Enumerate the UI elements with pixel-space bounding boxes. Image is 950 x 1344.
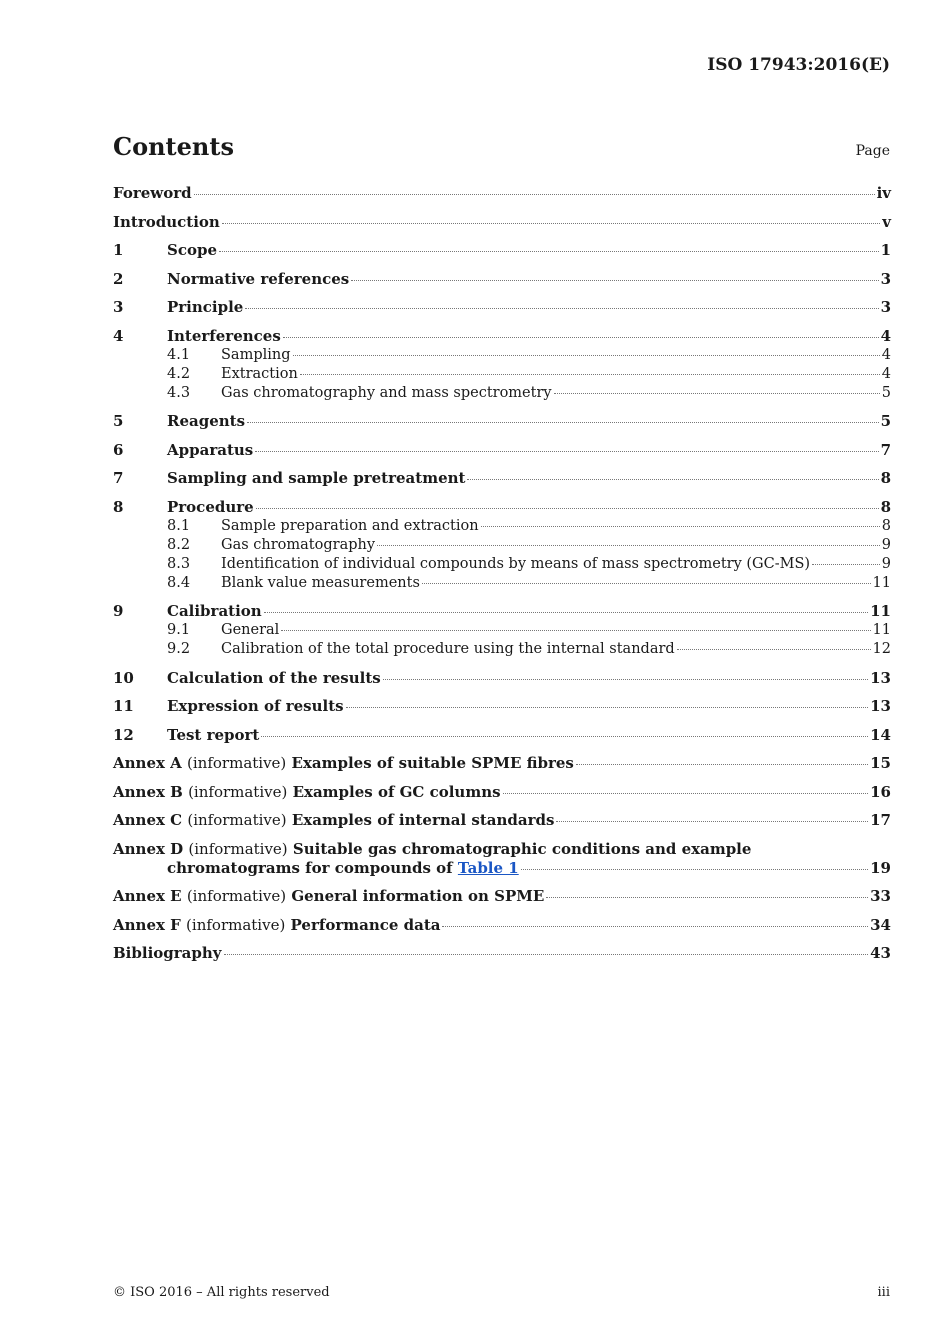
toc-entry-title: Gas chromatography and mass spectrometry [221, 384, 552, 401]
toc-entry-number: 7 [113, 469, 124, 487]
toc-entry-page: 8 [880, 497, 891, 516]
toc-entry-bibliography[interactable] [113, 944, 891, 963]
toc-entry-annex-a[interactable] [113, 754, 891, 773]
toc-entry-annex-d[interactable] [113, 840, 891, 878]
toc-entry-interferences[interactable] [113, 327, 891, 346]
annex-note: (informative) [187, 811, 287, 829]
toc-entry-title: Sampling [221, 346, 291, 363]
toc-entry-page: 9 [881, 536, 891, 553]
toc-entry-number: 11 [113, 697, 134, 715]
annex-note: (informative) [187, 754, 287, 772]
annex-title-line1: Suitable gas chromatographic conditions and example [292, 839, 752, 858]
toc-entry-page: 11 [872, 574, 891, 591]
toc-entry-number: 6 [113, 440, 124, 459]
toc-entry-sampling-pretreatment[interactable] [113, 469, 891, 488]
dot-leader [383, 679, 868, 680]
toc-entry-title: Bibliography [113, 944, 222, 962]
toc-entry-page: 33 [870, 887, 891, 905]
dot-leader [222, 223, 880, 224]
toc-entry-title: Gas chromatography [221, 536, 376, 553]
toc-entry-page: 5 [880, 412, 891, 430]
toc-entry-number: 8.2 [167, 536, 191, 553]
toc-entry-title: Extraction [221, 365, 298, 382]
toc-entry-page: 8 [881, 517, 891, 534]
toc-entry-page: v [882, 212, 891, 231]
toc-entry-title: Principle [167, 298, 244, 316]
toc-entry-title: Sample preparation and extraction [221, 517, 479, 534]
page-number: iii [877, 1285, 890, 1300]
toc-subentry-sample-preparation[interactable] [113, 517, 891, 536]
toc-subentry-gas-chromatography[interactable] [113, 536, 891, 555]
dot-leader [442, 926, 868, 927]
annex-label: Annex E [113, 887, 182, 905]
toc-entry-title: Normative references [167, 269, 350, 288]
toc-entry-page: 13 [870, 668, 891, 687]
toc-subentry-total-procedure[interactable] [113, 640, 891, 659]
toc-entry-title: Sampling and sample pretreatment [167, 469, 466, 487]
dot-leader [247, 422, 879, 423]
toc-entry-page: 12 [872, 641, 891, 657]
toc-entry-page: 43 [870, 944, 891, 962]
annex-title: Examples of suitable SPME fibres [291, 754, 574, 772]
toc-entry-apparatus[interactable] [113, 441, 891, 460]
toc-entry-page: 19 [870, 858, 891, 877]
dot-leader [264, 612, 868, 613]
toc-entry-page: 34 [870, 915, 891, 934]
toc-entry-page: 3 [880, 298, 891, 316]
toc-entry-page: 14 [870, 725, 891, 744]
toc-entry-title: General [221, 622, 280, 638]
annex-note: (informative) [186, 887, 287, 905]
dot-leader [281, 630, 870, 631]
toc-subentry-general[interactable] [113, 621, 891, 640]
dot-leader [503, 793, 869, 794]
annex-label: Annex D [113, 839, 184, 858]
toc-entry-number: 9.1 [167, 622, 191, 638]
toc-entry-annex-b[interactable] [113, 783, 891, 802]
dot-leader [255, 451, 878, 452]
annex-note: (informative) [188, 782, 288, 801]
annex-title: Performance data [290, 915, 441, 934]
dot-leader [377, 545, 880, 546]
toc-entry-title: Introduction [113, 212, 220, 231]
toc-entry-title: Calibration of the total procedure using the internal standard [221, 641, 675, 657]
toc-entry-number: 9 [113, 602, 124, 620]
toc-entry-title: Calculation of the results [167, 668, 381, 687]
dot-leader [422, 583, 871, 584]
dot-leader [556, 821, 868, 822]
toc-entry-number: 4.3 [167, 384, 191, 401]
toc-subentry-extraction[interactable] [113, 365, 891, 384]
toc-entry-title: Foreword [113, 184, 192, 202]
toc-subentry-identification[interactable] [113, 555, 891, 574]
toc-entry-number: 12 [113, 725, 134, 744]
toc-entry-page: 3 [880, 269, 891, 288]
toc-subentry-sampling[interactable] [113, 346, 891, 365]
toc-entry-annex-f[interactable] [113, 916, 891, 935]
toc-entry-page: 11 [870, 602, 891, 620]
toc-entry-title: Calibration [167, 602, 262, 620]
dot-leader [521, 869, 868, 870]
annex-note: (informative) [186, 915, 286, 934]
toc-entry-number: 4 [113, 326, 124, 345]
toc-entry-annex-c[interactable] [113, 811, 891, 830]
toc-entry-number: 1 [113, 241, 124, 259]
toc-entry-number: 4.1 [167, 346, 191, 363]
toc-entry-number: 5 [113, 412, 124, 430]
page-column-label: Page [855, 143, 890, 159]
toc-entry-page: 1 [880, 241, 891, 259]
toc-entry-page: 16 [870, 782, 891, 801]
toc-entry-number: 3 [113, 298, 124, 316]
toc-entry-calibration[interactable] [113, 602, 891, 621]
dot-leader [546, 897, 868, 898]
toc-entry-page: 4 [881, 346, 891, 363]
dot-leader [576, 764, 868, 765]
toc-entry-annex-e[interactable] [113, 887, 891, 906]
toc-entry-principle[interactable] [113, 298, 891, 317]
annex-label: Annex F [113, 915, 181, 934]
toc-entry-number: 10 [113, 668, 134, 687]
document-code: ISO 17943:2016(E) [707, 55, 890, 75]
toc-entry-page: 17 [870, 811, 891, 829]
annex-title: Examples of GC columns [292, 782, 501, 801]
dot-leader [812, 564, 880, 565]
toc-entry-page: 5 [881, 384, 891, 401]
toc-entry-expression[interactable] [113, 697, 891, 716]
dot-leader [219, 251, 879, 252]
dot-leader [194, 194, 875, 195]
toc-entry-number: 8.3 [167, 555, 191, 572]
annex-label: Annex B [113, 782, 183, 801]
toc-entry-page: 13 [870, 697, 891, 715]
toc-entry-title: Scope [167, 241, 218, 259]
toc-entry-number: 8.4 [167, 574, 191, 591]
dot-leader [256, 508, 879, 509]
toc-entry-page: 15 [870, 754, 891, 772]
annex-title-line2: chromatograms for compounds of [167, 858, 453, 877]
toc-entry-page: 11 [872, 622, 891, 638]
toc-entry-foreword[interactable] [113, 184, 891, 203]
dot-leader [224, 954, 869, 955]
dot-leader [300, 374, 880, 375]
toc-entry-introduction[interactable] [113, 213, 891, 232]
toc-entry-title: Test report [167, 725, 260, 744]
toc-entry-number: 2 [113, 269, 124, 288]
copyright-notice: © ISO 2016 – All rights reserved [113, 1285, 330, 1300]
toc-entry-title: Interferences [167, 326, 281, 345]
toc-entry-page: 7 [880, 440, 891, 459]
dot-leader [346, 707, 869, 708]
toc-entry-number: 9.2 [167, 641, 191, 657]
dot-leader [293, 355, 880, 356]
dot-leader [245, 308, 878, 309]
toc-entry-title: Identification of individual compounds by means of mass spectrometry (GC-MS) [221, 555, 811, 572]
annex-title: Examples of internal standards [291, 811, 555, 829]
dot-leader [261, 736, 868, 737]
dot-leader [677, 649, 871, 650]
dot-leader [283, 337, 879, 338]
toc-entry-number: 8.1 [167, 517, 191, 534]
table-1-link[interactable]: Table 1 [457, 858, 519, 877]
toc-entry-test-report[interactable] [113, 726, 891, 745]
toc-entry-reagents[interactable] [113, 412, 891, 431]
toc-entry-page: 4 [880, 326, 891, 345]
toc-entry-number: 4.2 [167, 365, 191, 382]
toc-entry-page: 8 [880, 469, 891, 487]
annex-label: Annex C [113, 811, 183, 829]
toc-entry-page: iv [876, 184, 891, 202]
toc-entry-page: 4 [881, 365, 891, 382]
dot-leader [554, 393, 880, 394]
dot-leader [467, 479, 878, 480]
toc-entry-scope[interactable] [113, 241, 891, 260]
toc-subentry-gc-ms[interactable] [113, 384, 891, 403]
toc-entry-title: Blank value measurements [221, 574, 420, 591]
toc-entry-calculation[interactable] [113, 669, 891, 688]
table-of-contents [113, 184, 891, 963]
toc-entry-title: Reagents [167, 412, 246, 430]
toc-entry-title: Procedure [167, 497, 254, 516]
toc-entry-number: 8 [113, 497, 124, 516]
annex-title: General information on SPME [291, 887, 545, 905]
toc-entry-normative-references[interactable] [113, 270, 891, 289]
dot-leader [481, 526, 880, 527]
toc-entry-title: Apparatus [167, 440, 254, 459]
annex-label: Annex A [113, 754, 182, 772]
toc-entry-page: 9 [881, 555, 891, 572]
toc-subentry-blank-value[interactable] [113, 574, 891, 593]
page-title: Contents [113, 132, 234, 161]
toc-entry-title: Expression of results [167, 697, 344, 715]
toc-entry-procedure[interactable] [113, 498, 891, 517]
annex-note: (informative) [188, 839, 288, 858]
dot-leader [351, 280, 878, 281]
